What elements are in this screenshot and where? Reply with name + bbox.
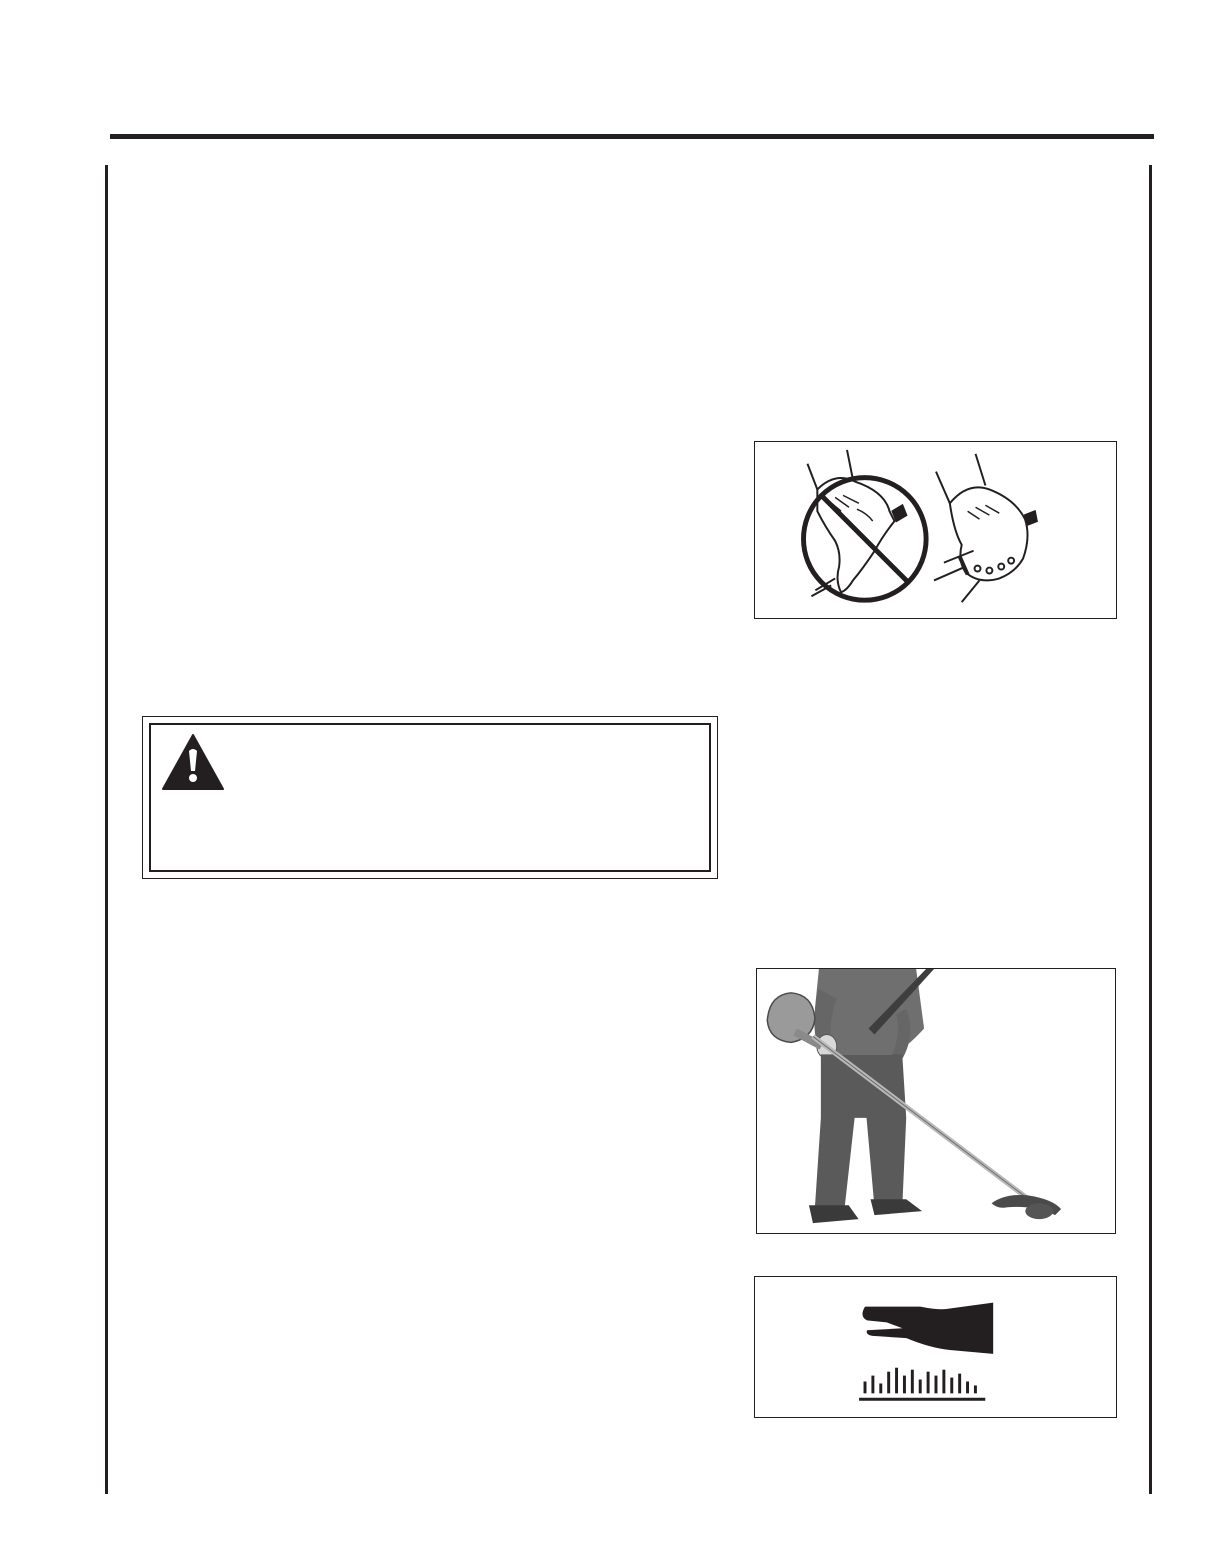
- header-rule: [110, 134, 1154, 139]
- left-margin-rule: [105, 165, 108, 1494]
- hot-surface-hand-icon: [755, 1277, 1116, 1417]
- warning-triangle-icon: [161, 733, 225, 791]
- grip-figure: [754, 441, 1117, 619]
- warning-box: [142, 716, 718, 879]
- warning-box-inner: [149, 723, 711, 872]
- grip-illustration: [755, 442, 1116, 618]
- right-margin-rule: [1149, 165, 1152, 1494]
- operator-holding-trimmer-photo: [757, 969, 1115, 1233]
- operator-photo-figure: [756, 968, 1116, 1234]
- hot-surface-figure: [754, 1276, 1117, 1418]
